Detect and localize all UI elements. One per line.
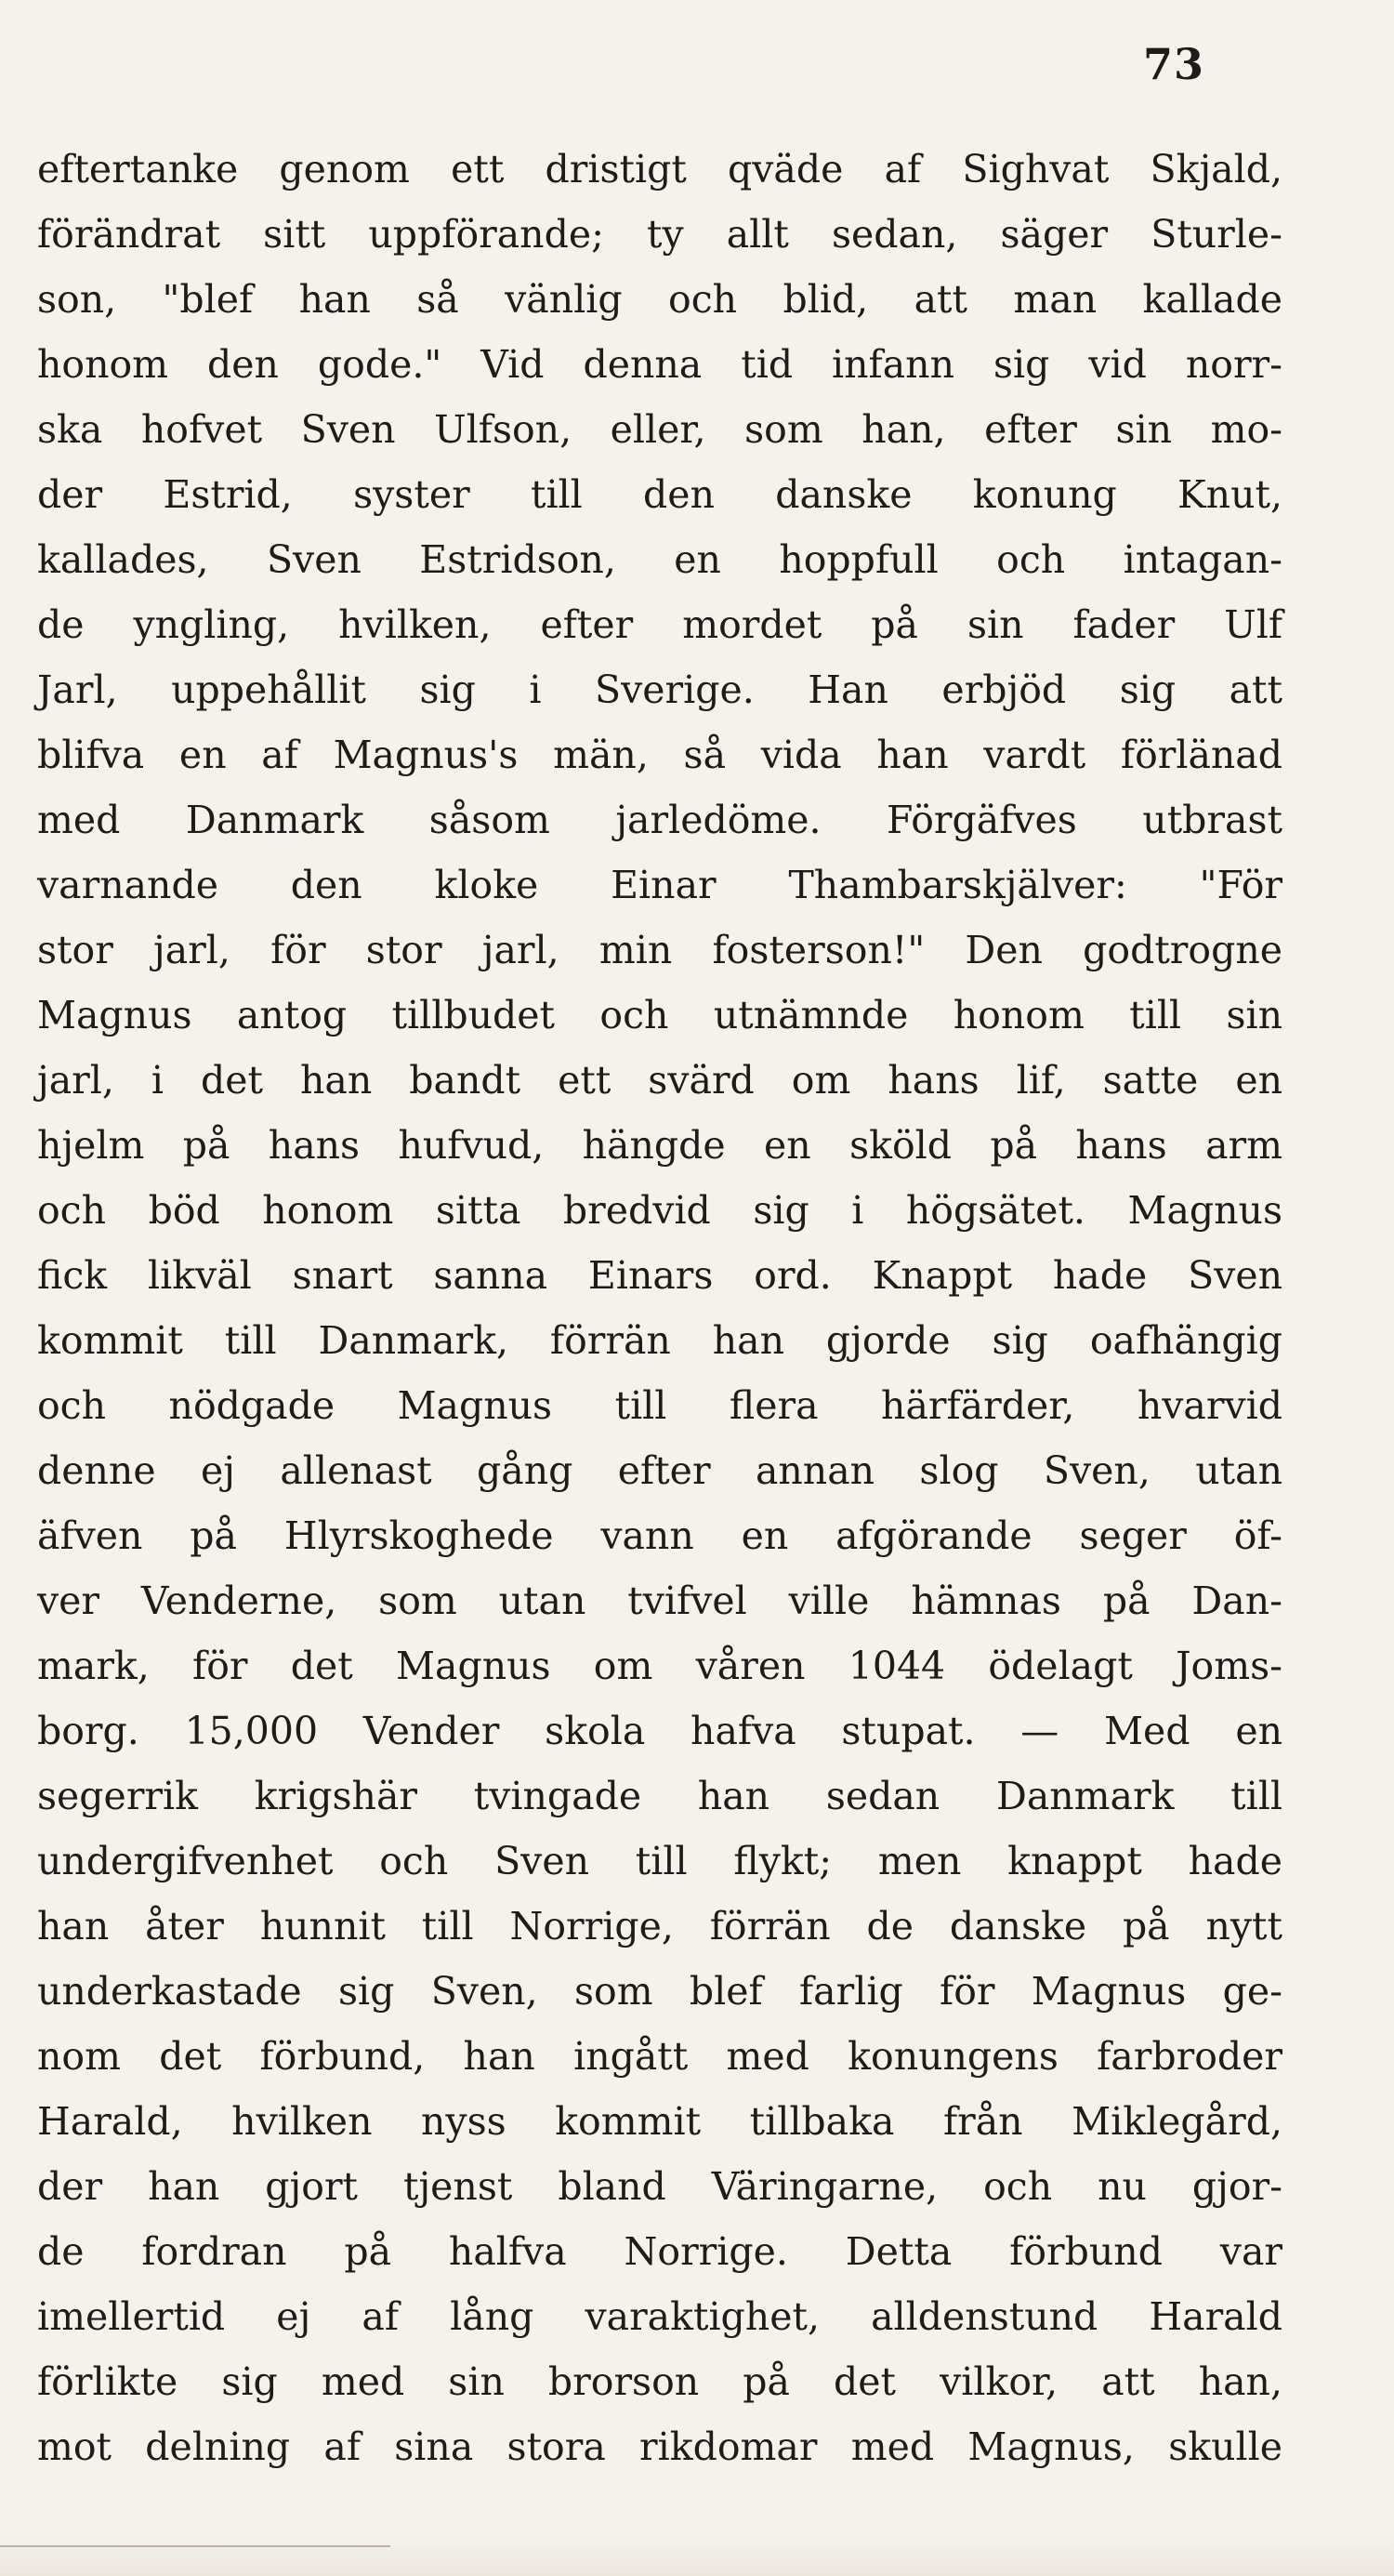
text-line: denne ej allenast gång efter annan slog Sven, utan <box>37 1448 1282 1493</box>
text-line: borg. 15,000 Vender skola hafva stupat. — Med en <box>37 1709 1282 1753</box>
text-line: nom det förbund, han ingått med konungens farbroder <box>37 2034 1282 2079</box>
text-line: jarl, i det han bandt ett svärd om hans lif, satte en <box>37 1058 1282 1103</box>
text-line: der Estrid, syster till den danske konung Knut, <box>37 472 1282 517</box>
text-line: han åter hunnit till Norrige, förrän de danske på nytt <box>37 1904 1282 1949</box>
text-line: Harald, hvilken nyss kommit tillbaka från Miklegård, <box>37 2099 1282 2144</box>
text-line: blifva en af Magnus's män, så vida han vardt förlänad <box>37 733 1282 777</box>
text-line: honom den gode." Vid denna tid infann sig vid norr- <box>37 342 1282 387</box>
text-line: eftertanke genom ett dristigt qväde af Sighvat Skjald, <box>37 147 1282 192</box>
text-line: äfven på Hlyrskoghede vann en afgörande seger öf- <box>37 1513 1282 1558</box>
text-line: der han gjort tjenst bland Väringarne, och nu gjor- <box>37 2164 1282 2209</box>
text-line: kallades, Sven Estridson, en hoppfull och intagan- <box>37 537 1282 582</box>
text-line: ska hofvet Sven Ulfson, eller, som han, efter sin mo- <box>37 407 1282 452</box>
text-line: son, "blef han så vänlig och blid, att man kallade <box>37 277 1282 322</box>
text-line: kommit till Danmark, förrän han gjorde sig oafhängig <box>37 1318 1282 1363</box>
text-line: förlikte sig med sin brorson på det vilkor, att han, <box>37 2359 1282 2404</box>
text-line: mot delning af sina stora rikdomar med Magnus, skulle <box>37 2424 1282 2469</box>
text-line: Magnus antog tillbudet och utnämnde honom till sin <box>37 993 1282 1037</box>
text-line: stor jarl, för stor jarl, min fosterson!" Den godtrogne <box>37 928 1282 972</box>
text-line: segerrik krigshär tvingade han sedan Danmark till <box>37 1774 1282 1818</box>
text-line: hjelm på hans hufvud, hängde en sköld på hans arm <box>37 1123 1282 1168</box>
text-line: de fordran på halfva Norrige. Detta förbund var <box>37 2229 1282 2274</box>
text-line: de yngling, hvilken, efter mordet på sin fader Ulf <box>37 602 1282 647</box>
page-number: 73 <box>1143 39 1205 89</box>
text-line: och nödgade Magnus till flera härfärder, hvarvid <box>37 1383 1282 1428</box>
text-line: imellertid ej af lång varaktighet, alldenstund Harald <box>37 2294 1282 2339</box>
text-line: Jarl, uppehållit sig i Sverige. Han erbjöd sig att <box>37 667 1282 712</box>
text-line: ver Venderne, som utan tvifvel ville hämnas på Dan- <box>37 1579 1282 1623</box>
text-line: underkastade sig Sven, som blef farlig för Magnus ge- <box>37 1969 1282 2014</box>
text-line: förändrat sitt uppförande; ty allt sedan, säger Sturle- <box>37 212 1282 257</box>
text-line: varnande den kloke Einar Thambarskjälver: "För <box>37 863 1282 907</box>
scan-mark <box>0 2545 390 2547</box>
text-line: och böd honom sitta bredvid sig i högsätet. Magnus <box>37 1188 1282 1233</box>
text-line: med Danmark såsom jarledöme. Förgäfves utbrast <box>37 798 1282 842</box>
text-line: mark, för det Magnus om våren 1044 ödelagt Joms- <box>37 1644 1282 1688</box>
text-line: fick likväl snart sanna Einars ord. Knappt hade Sven <box>37 1253 1282 1298</box>
scan-edge <box>0 2533 1394 2576</box>
text-line: undergifvenhet och Sven till flykt; men knappt hade <box>37 1839 1282 1883</box>
